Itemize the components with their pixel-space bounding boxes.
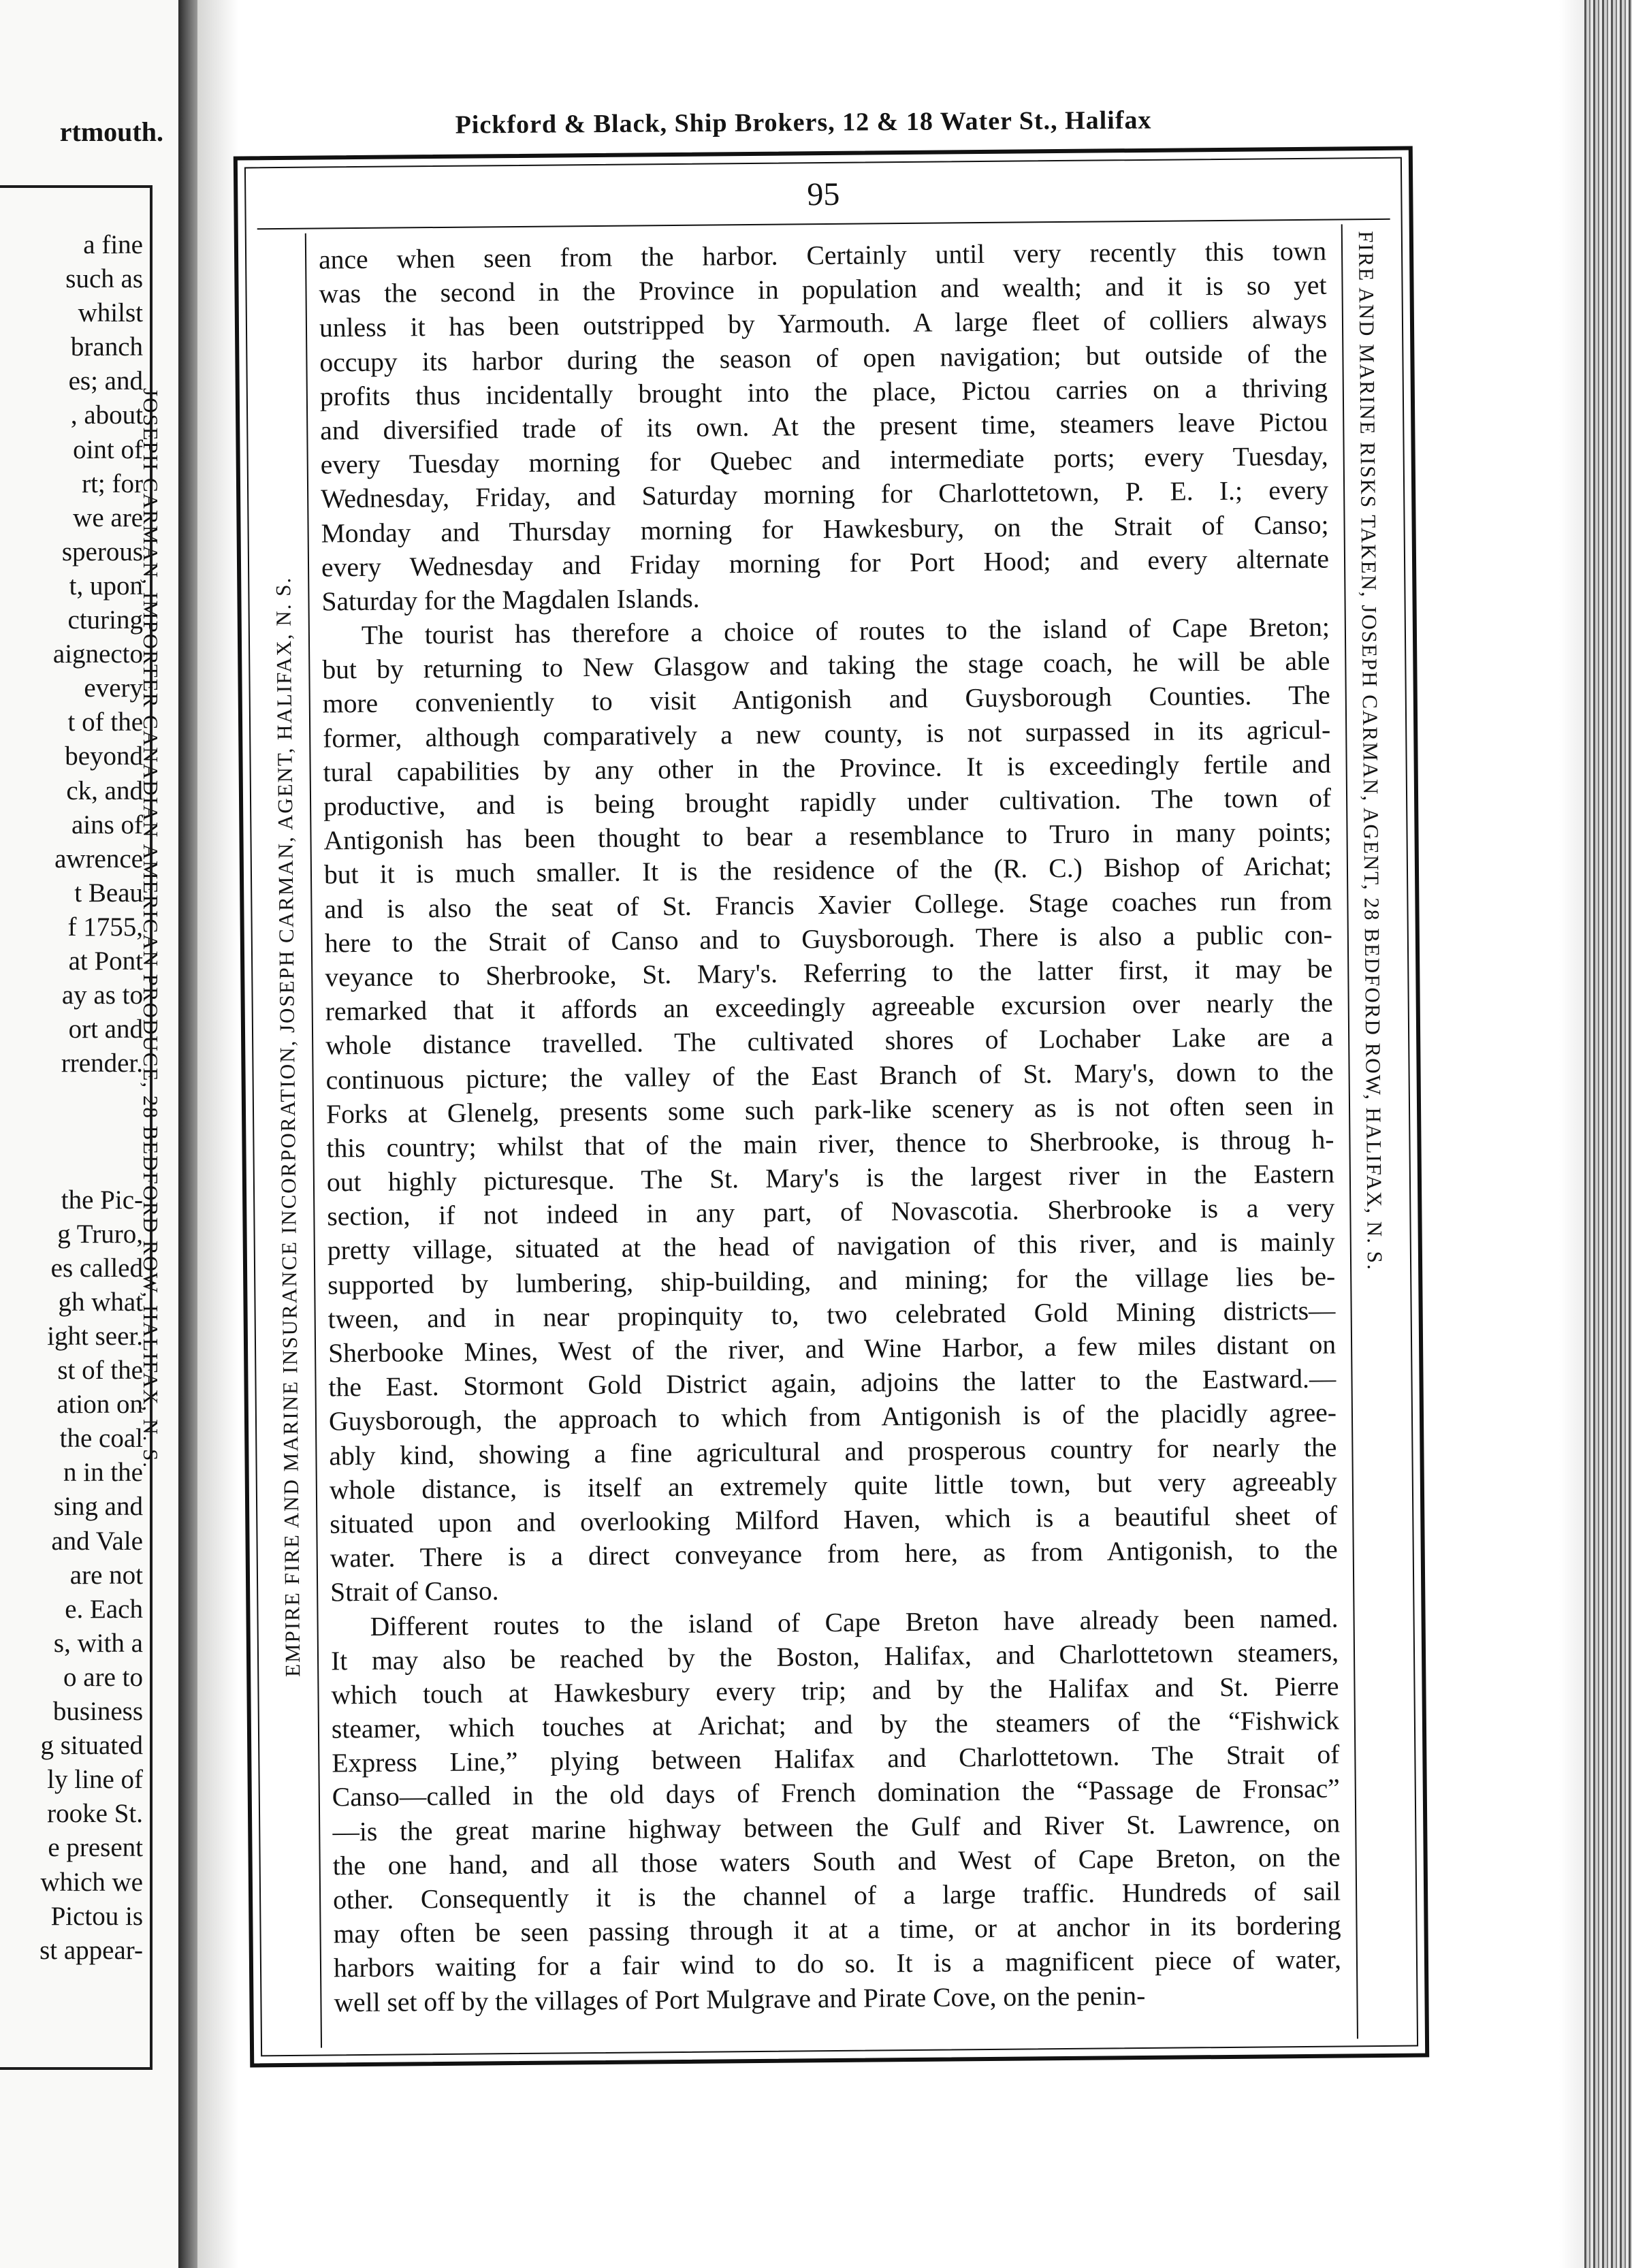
previous-page-line: g situated — [40, 1731, 143, 1761]
text-line: but by returning to New Glasgow and taking the stage coach, he will be able — [322, 645, 1330, 685]
paragraph — [330, 1601, 1341, 2019]
previous-page-line: business — [52, 1697, 143, 1727]
previous-page-side-advertisement-column — [126, 381, 174, 1852]
text-line: whole distance, is itself an extremely quite little town, but very agreeably — [329, 1466, 1338, 1505]
previous-page-line: sing and — [53, 1492, 143, 1522]
previous-page-line: the coal — [59, 1424, 143, 1454]
previous-page-line — [0, 1115, 143, 1149]
previous-page-line: ains of — [71, 810, 143, 840]
previous-page-line: branch — [70, 332, 143, 362]
previous-page-line: whilst — [78, 298, 143, 328]
text-line: Sherbooke Mines, West of the river, and Wine Harbor, a few miles distant on — [327, 1329, 1337, 1369]
text-line: The tourist has therefore a choice of routes to the island of Cape Breton; — [361, 611, 1330, 651]
previous-page-line: es; and — [68, 366, 143, 396]
previous-page-line: ly line of — [47, 1765, 143, 1795]
text-line: every Wednesday and Friday morning for Port Hood; and every alternate — [321, 543, 1330, 583]
text-line: It may also be reached by the Boston, Halifax, and Charlottetown steamers, — [330, 1637, 1339, 1676]
text-line: water. There is a direct conveyance from here, as from Antigonish, to the — [330, 1534, 1338, 1574]
right-margin-advertisement: FIRE AND MARINE RISKS TAKEN, JOSEPH CARMAN, AGENT, 28 BEDFORD ROW, HALIFAX, N. S. — [1354, 230, 1388, 1271]
text-line: ably kind, showing a fine agricultural and prosperous country for nearly the — [329, 1432, 1337, 1471]
previous-page-line: and Vale — [51, 1526, 143, 1556]
previous-page-line: g Truro, — [57, 1219, 143, 1249]
text-line: Forks at Glenelg, presents some such park-like scenery as is not often seen in — [325, 1090, 1334, 1130]
text-line: every Tuesday morning for Quebec and intermediate ports; every Tuesday, — [320, 441, 1328, 480]
page-number: 95 — [807, 176, 840, 213]
previous-page-header: rtmouth. — [59, 116, 163, 147]
body-text — [319, 234, 1342, 2020]
previous-page-line: o are to — [63, 1662, 143, 1692]
previous-page-line: aignecto — [52, 639, 143, 669]
text-line: harbors waiting for a fair wind to do so. It is a magnificent piece of water, — [333, 1944, 1342, 1983]
text-line: the East. Stormont Gold District again, adjoins the latter to the Eastward.— — [328, 1363, 1337, 1403]
text-line: pretty village, situated at the head of navigation of this river, and is mainly — [327, 1226, 1335, 1266]
text-line: whole distance travelled. The cultivated shores of Lochaber Lake are a — [325, 1021, 1334, 1061]
previous-page-line: ation on — [57, 1390, 143, 1420]
previous-page-line: oint of — [73, 434, 143, 464]
text-line: may often be seen passing through it at a time, or at anchor in its bordering — [333, 1910, 1341, 1949]
paragraph — [319, 234, 1330, 619]
previous-page-text — [0, 228, 143, 1968]
text-line: was the second in the Province in population and wealth; and it is so yet — [319, 270, 1327, 309]
running-head: Pickford & Black, Ship Brokers, 12 & 18 Water St., Halifax — [455, 106, 1152, 140]
previous-page-line: Pictou is — [50, 1901, 143, 1931]
text-line: tural capabilities by any other in the Province. It is exceedingly fertile and — [323, 748, 1331, 788]
text-line: veyance to Sherbrooke, St. Mary's. Referring to the latter first, it may be — [325, 953, 1333, 993]
text-line: this country; whilst that of the main river, thence to Sherbrooke, is throug h- — [326, 1124, 1334, 1164]
previous-page-line: f 1755, — [67, 912, 143, 942]
text-line: profits thus incidentally brought into the place, Pictou carries on a thriving — [319, 372, 1328, 412]
previous-page-line: st appear- — [39, 1935, 143, 1965]
previous-page-line: a fine — [83, 230, 143, 259]
text-line: more conveniently to visit Antigonish and Guysborough Counties. The — [322, 680, 1330, 719]
previous-page-line: rt; for — [82, 468, 143, 498]
previous-page-line: awrence — [54, 844, 143, 874]
text-line: Antigonish has been thought to bear a resemblance to Truro in many points; — [323, 816, 1332, 856]
page-curl-shadow — [1559, 0, 1586, 2268]
previous-page-line: at Pont — [68, 946, 143, 976]
previous-page-line: ight seer. — [47, 1322, 143, 1351]
previous-page-line: s, with a — [53, 1628, 143, 1658]
text-line: which touch at Hawkesbury every trip; and by the Halifax and St. Pierre — [331, 1671, 1339, 1710]
text-line: Different routes to the island of Cape Breton have already been named. — [370, 1603, 1339, 1642]
text-line: here to the Strait of Canso and to Guysborough. There is also a public con- — [324, 919, 1333, 959]
previous-page-line: gh what — [58, 1287, 143, 1317]
previous-page-line: es called — [50, 1253, 143, 1283]
previous-page-line: ay as to — [61, 980, 143, 1010]
text-line: continuous picture; the valley of the East Branch of St. Mary's, down to the — [325, 1056, 1334, 1095]
previous-page-line: cturing — [67, 605, 143, 635]
text-line: unless it has been outstripped by Yarmouth. A large fleet of colliers always — [319, 304, 1328, 343]
previous-page-line: n in the — [63, 1458, 143, 1488]
previous-page-line: ort and — [68, 1015, 143, 1044]
text-line: productive, and is being brought rapidly under cultivation. The town of — [323, 782, 1332, 822]
text-line: and diversified trade of its own. At the present time, steamers leave Pictou — [320, 406, 1328, 446]
previous-page-line — [0, 1081, 143, 1115]
text-line: situated upon and overlooking Milford Haven, which is a beautiful sheet of — [330, 1500, 1338, 1539]
previous-page-line: sperous — [61, 537, 143, 566]
text-line: steamer, which touches at Arichat; and by the steamers of the “Fishwick — [331, 1705, 1340, 1744]
previous-page-line: t Beau — [74, 878, 143, 908]
previous-page-line: t, upon — [69, 571, 143, 601]
previous-page-line: are not — [69, 1560, 143, 1590]
previous-page-line: we are — [73, 502, 143, 532]
text-line: Wednesday, Friday, and Saturday morning for Charlottetown, P. E. I.; every — [320, 475, 1329, 514]
text-line: —is the great marine highway between the Gulf and River St. Lawrence, on — [332, 1808, 1341, 1847]
text-line: out highly picturesque. The St. Mary's is the largest river in the Eastern — [326, 1158, 1335, 1198]
text-line: Saturday for the Magdalen Islands. — [321, 583, 700, 617]
previous-page-line — [0, 1149, 143, 1183]
previous-page-line: , about — [70, 400, 143, 430]
previous-page-line: rrender. — [61, 1049, 143, 1079]
text-line: Monday and Thursday morning for Hawkesbury, on the Strait of Canso; — [321, 509, 1329, 549]
previous-page-line: beyond — [65, 741, 143, 771]
previous-page-line: e present — [48, 1833, 143, 1863]
gutter-shadow — [197, 0, 238, 2268]
previous-page-line: the Pic- — [61, 1185, 143, 1215]
left-margin-advertisement: EMPIRE FIRE AND MARINE INSURANCE INCORPORATION, JOSEPH CARMAN, AGENT, HALIFAX, N. S. — [271, 576, 305, 1678]
previous-page — [0, 0, 178, 2268]
previous-page-line: ck, and — [66, 776, 143, 805]
text-line: occupy its harbor during the season of open navigation; but outside of the — [319, 338, 1328, 378]
previous-page-line: e. Each — [65, 1594, 143, 1624]
text-line: and is also the seat of St. Francis Xavier College. Stage coaches run from — [324, 885, 1332, 925]
text-line: but it is much smaller. It is the residence of the (R. C.) Bishop of Arichat; — [323, 850, 1332, 890]
text-line: tween, and in near propinquity to, two celebrated Gold Mining districts— — [327, 1295, 1336, 1335]
page-frame — [234, 146, 1429, 2067]
previous-page-line: rooke St. — [47, 1799, 143, 1829]
page-stack-edge — [1584, 0, 1632, 2268]
previous-page-line: t of the — [67, 707, 143, 737]
text-line: well set off by the villages of Port Mulgrave and Pirate Cove, on the penin- — [334, 1980, 1146, 2017]
previous-page-line: such as — [65, 264, 143, 294]
text-line: ance when seen from the harbor. Certainly until very recently this town — [318, 236, 1327, 275]
previous-page-line: which we — [40, 1867, 143, 1897]
text-line: Guysborough, the approach to which from Antigonish is of the placidly agree- — [328, 1397, 1337, 1437]
text-line: other. Consequently it is the channel of a large traffic. Hundreds of sail — [332, 1876, 1341, 1915]
text-line: Canso—called in the old days of French domination the “Passage de Fronsac” — [332, 1773, 1340, 1812]
text-line: the one hand, and all those waters South and West of Cape Breton, on the — [332, 1842, 1341, 1881]
book-binding — [178, 0, 197, 2268]
text-line: former, although comparatively a new county, is not surpassed in its agricul- — [323, 714, 1331, 754]
text-line: section, if not indeed in any part, of Novascotia. Sherbrooke is a very — [327, 1192, 1335, 1232]
text-line: Strait of Canso. — [330, 1576, 499, 1608]
paragraph — [322, 610, 1339, 1610]
previous-page-side-advertisement: JOSEPH CARMAN, IMPORTER CANADIAN AMERICAN PRODUCE, 28 BEDFORD ROW, HALIFAX, N. S. — [139, 388, 163, 1469]
text-line: supported by lumbering, ship-building, and mining; for the village lies be- — [327, 1261, 1336, 1300]
previous-page-line: st of the — [57, 1356, 143, 1386]
text-line: remarked that it affords an exceedingly agreeable excursion over nearly the — [325, 987, 1333, 1027]
previous-page-line: every — [84, 673, 143, 703]
text-line: Express Line,” plying between Halifax and Charlottetown. The Strait of — [332, 1739, 1340, 1778]
